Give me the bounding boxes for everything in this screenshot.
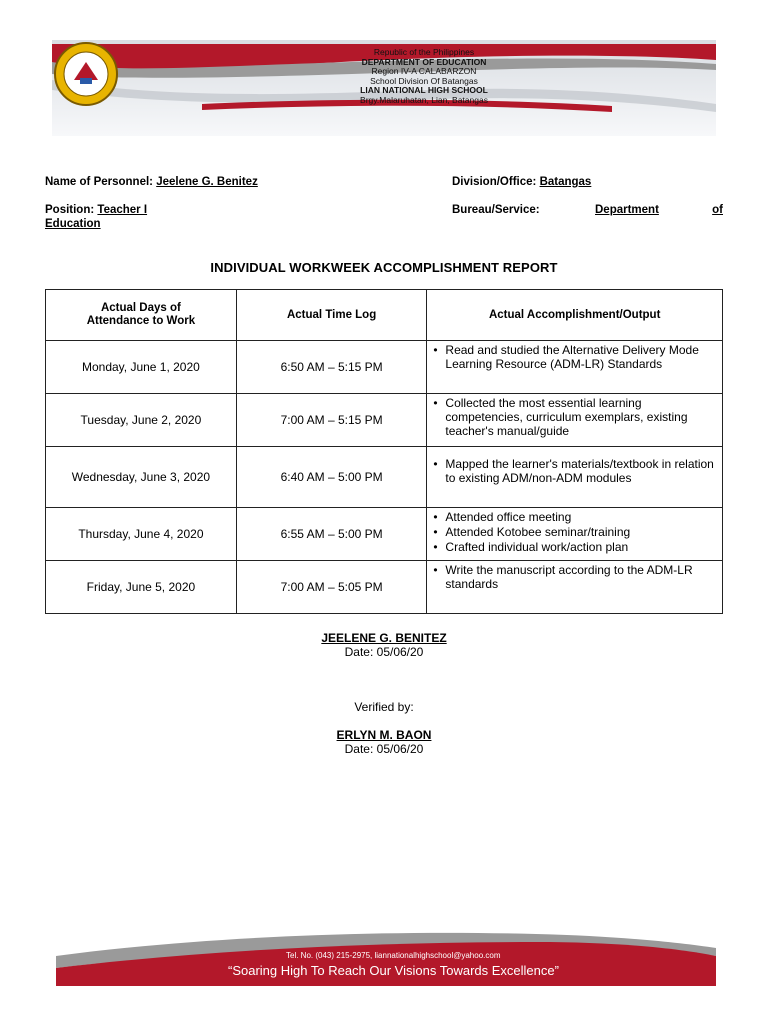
footer-banner xyxy=(56,928,716,992)
letterhead-line: DEPARTMENT OF EDUCATION xyxy=(361,56,487,67)
accomplishment-table xyxy=(45,289,723,614)
day-cell: Tuesday, June 2, 2020 xyxy=(46,394,237,447)
name-value: Jeelene G. Benitez xyxy=(156,176,258,188)
footer-contact: Tel. No. (043) 215-2975, liannationalhighschool@yahoo.com xyxy=(286,951,501,960)
column-header-days xyxy=(46,290,237,341)
day-cell: Thursday, June 4, 2020 xyxy=(46,508,237,561)
accomplishment-cell xyxy=(427,341,723,394)
division-value: Batangas xyxy=(539,176,592,188)
letterhead-line: LIAN NATIONAL HIGH SCHOOL xyxy=(360,85,488,95)
table-row xyxy=(46,561,723,614)
school-seal-icon xyxy=(52,40,120,108)
accomplishment-item: • Mapped the learner's materials/textbook in relation to existing ADM/non-ADM modules xyxy=(433,457,716,485)
personnel-signature-name: JEELENE G. BENITEZ xyxy=(321,631,447,645)
position-label: Position: xyxy=(45,204,95,216)
accomplishment-item: • Collected the most essential learning competencies, curriculum exemplars, existing teacher's manual/guide xyxy=(433,396,716,438)
accomplishment-cell xyxy=(427,394,723,447)
bureau-continuation xyxy=(45,218,101,230)
verifier-signature-date: Date: 05/06/20 xyxy=(344,742,424,756)
personnel-signature-block xyxy=(0,631,768,659)
bureau-value-part: of xyxy=(712,204,723,216)
letterhead-text xyxy=(284,48,564,105)
table-row xyxy=(46,394,723,447)
accomplishment-cell xyxy=(427,508,723,561)
position-row xyxy=(45,204,147,216)
verified-label: Verified by: xyxy=(354,700,414,714)
accomplishment-item: • Crafted individual work/action plan xyxy=(433,540,716,555)
footer-motto: “Soaring High To Reach Our Visions Towards Excellence” xyxy=(228,963,559,978)
column-header-time: Actual Time Log xyxy=(236,290,427,341)
day-cell: Wednesday, June 3, 2020 xyxy=(46,447,237,508)
accomplishment-item: • Write the manuscript according to the ADM-LR standards xyxy=(433,563,716,591)
day-cell: Friday, June 5, 2020 xyxy=(46,561,237,614)
letterhead-line: Region IV-A CALABARZON xyxy=(371,66,477,76)
footer-graphic xyxy=(56,928,716,992)
time-cell: 7:00 AM – 5:15 PM xyxy=(236,394,427,447)
division-label: Division/Office: xyxy=(452,176,537,188)
bureau-label: Bureau/Service: xyxy=(452,204,540,216)
time-cell: 6:50 AM – 5:15 PM xyxy=(236,341,427,394)
personnel-signature-date: Date: 05/06/20 xyxy=(344,645,424,659)
table-row xyxy=(46,447,723,508)
table-row xyxy=(46,508,723,561)
letterhead-line: School Division Of Batangas xyxy=(370,75,478,86)
table-header-row xyxy=(46,290,723,341)
column-header-accomplishment: Actual Accomplishment/Output xyxy=(427,290,723,341)
accomplishment-item: • Attended office meeting xyxy=(433,510,716,525)
letterhead-line: Brgy.Malaruhatan, Lian, Batangas xyxy=(360,94,488,105)
accomplishment-cell xyxy=(427,447,723,508)
name-label: Name of Personnel: xyxy=(45,176,153,188)
verifier-signature-block xyxy=(0,728,768,756)
accomplishment-cell xyxy=(427,561,723,614)
column-header-days-text: Actual Days of Attendance to Work xyxy=(86,302,196,327)
personnel-name-row xyxy=(45,176,258,188)
table-row xyxy=(46,341,723,394)
bureau-value-part: Department xyxy=(595,204,659,216)
time-cell: 6:55 AM – 5:00 PM xyxy=(236,508,427,561)
accomplishment-item: • Attended Kotobee seminar/training xyxy=(433,525,716,540)
position-value: Teacher I xyxy=(97,204,148,216)
accomplishment-item: • Read and studied the Alternative Delivery Mode Learning Resource (ADM-LR) Standards xyxy=(433,343,716,371)
letterhead-banner xyxy=(52,40,716,140)
bureau-value-part: Education xyxy=(45,218,101,230)
time-cell: 6:40 AM – 5:00 PM xyxy=(236,447,427,508)
verifier-signature-name: ERLYN M. BAON xyxy=(336,728,432,742)
time-cell: 7:00 AM – 5:05 PM xyxy=(236,561,427,614)
day-cell: Monday, June 1, 2020 xyxy=(46,341,237,394)
letterhead-line: Republic of the Philippines xyxy=(373,47,475,57)
division-row xyxy=(452,176,591,188)
report-title: INDIVIDUAL WORKWEEK ACCOMPLISHMENT REPORT xyxy=(210,260,558,275)
bureau-row xyxy=(452,204,723,216)
